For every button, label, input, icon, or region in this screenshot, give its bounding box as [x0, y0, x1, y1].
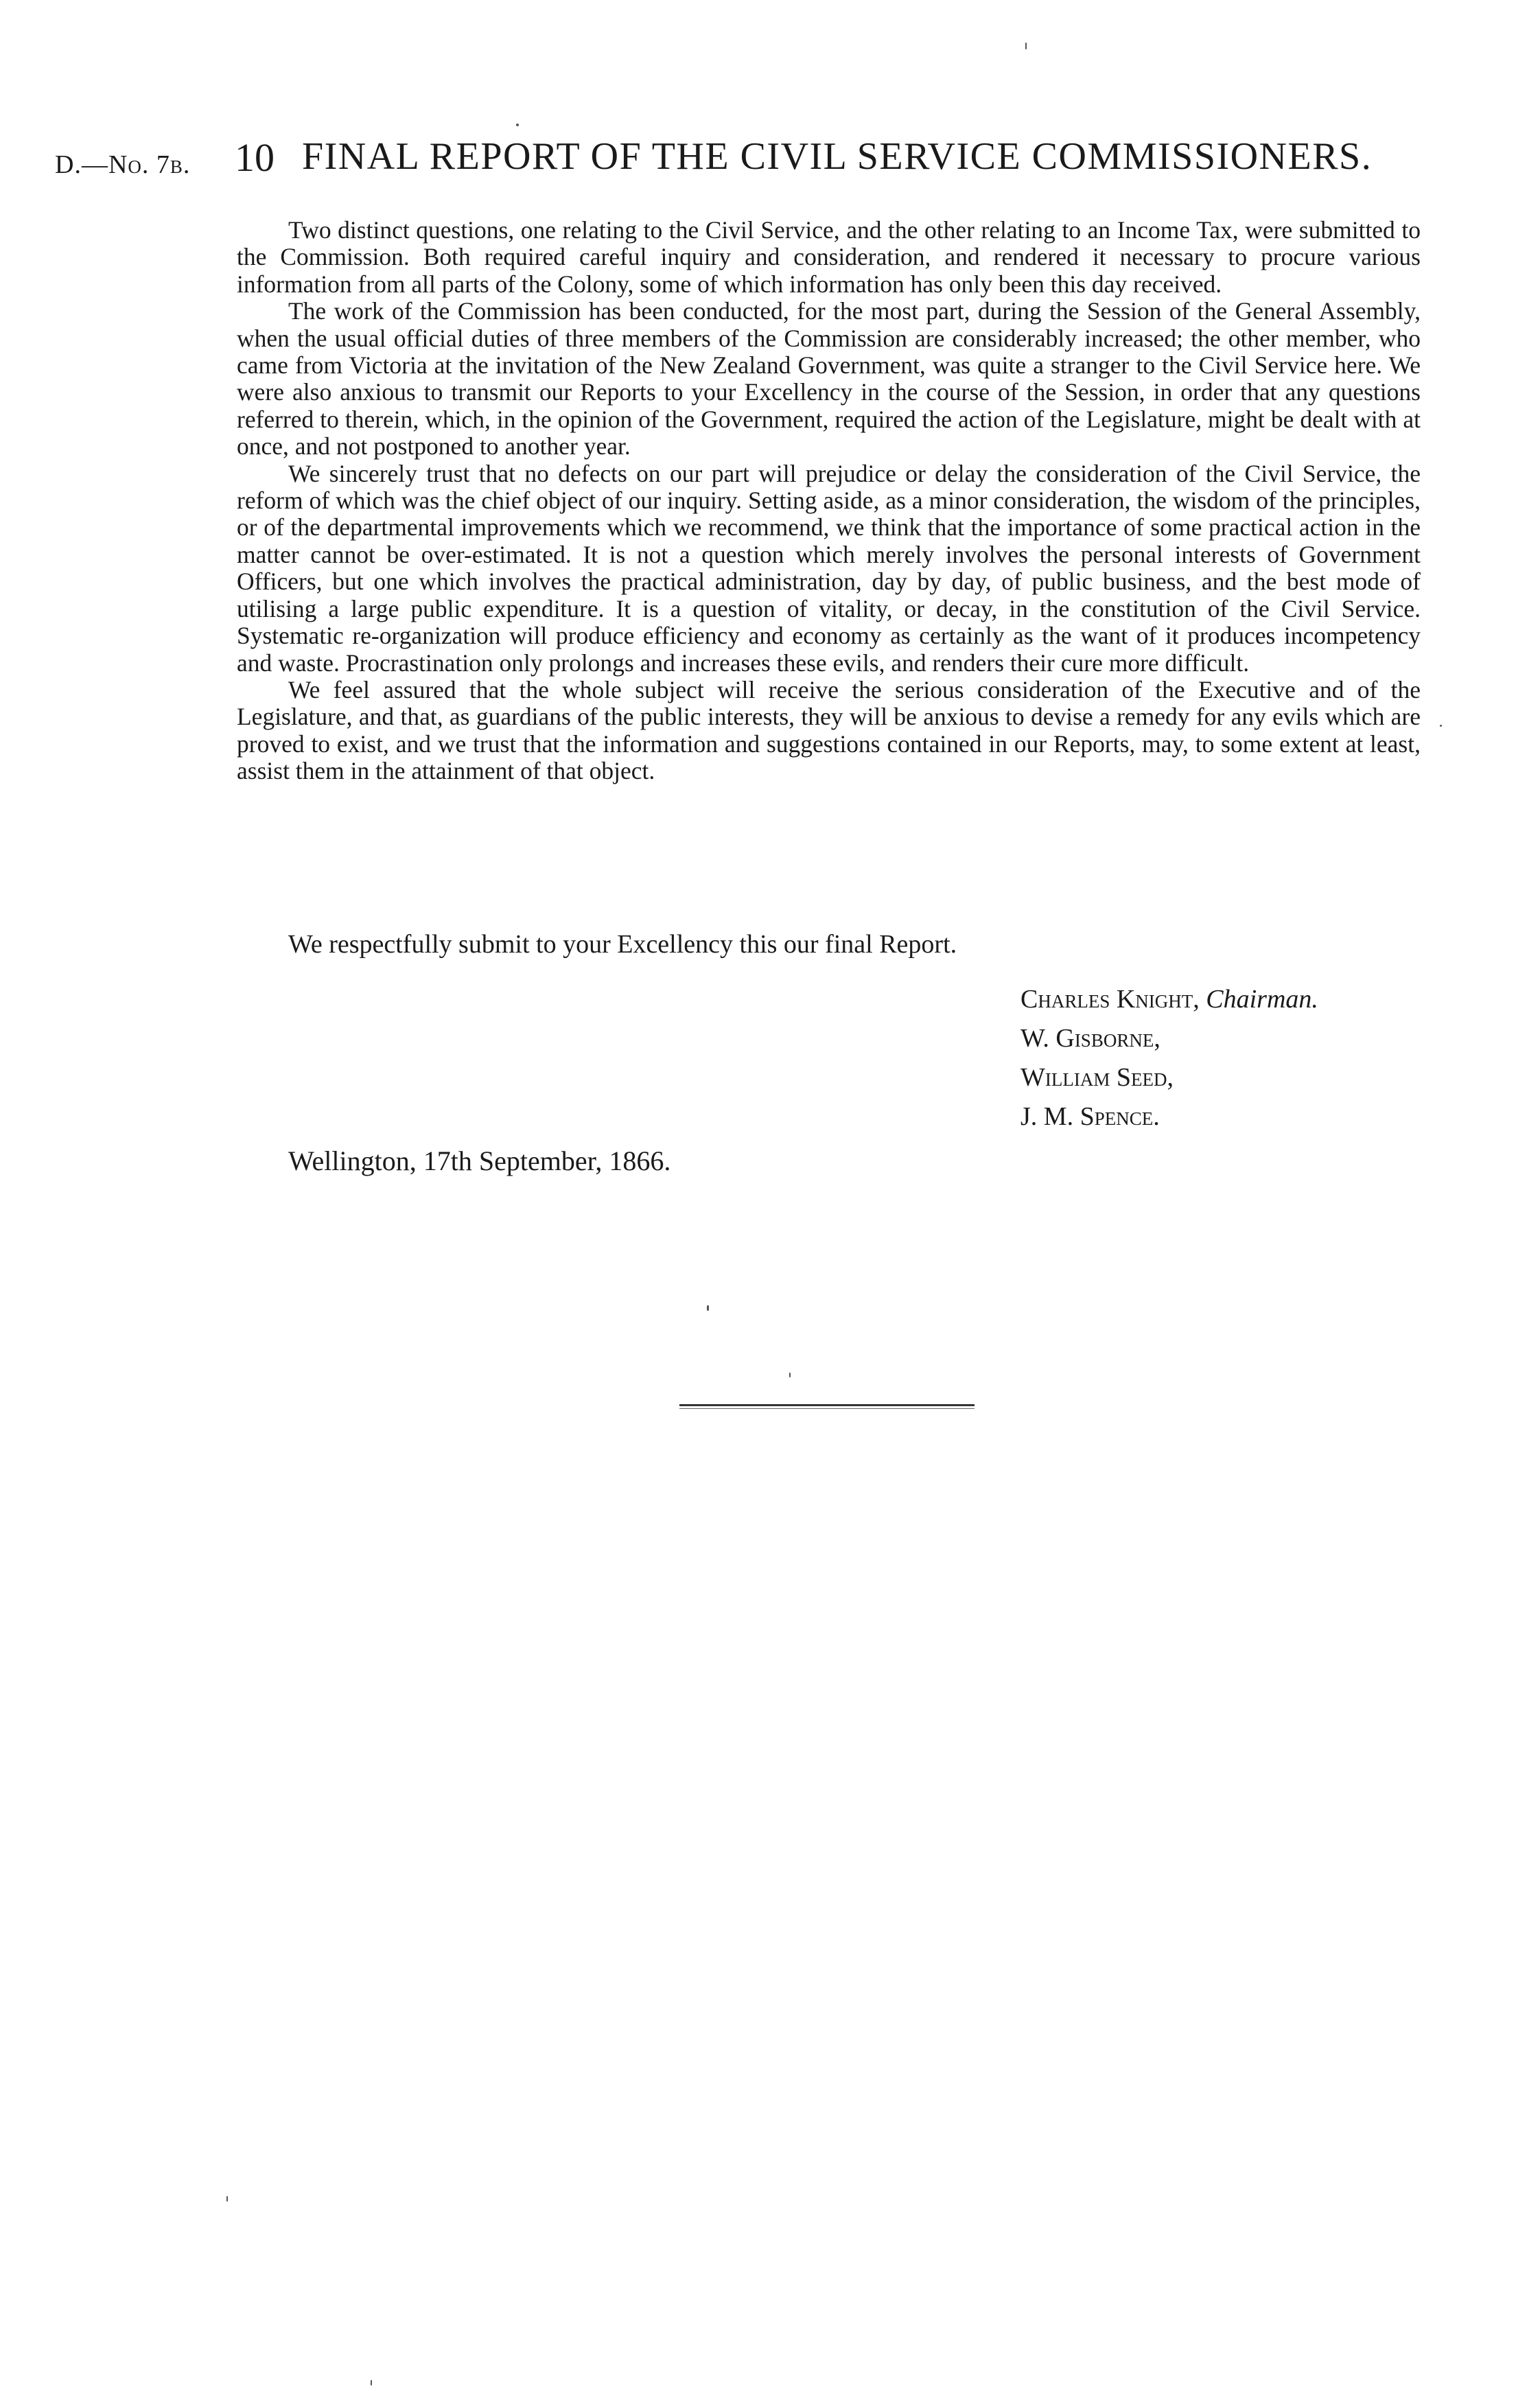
paragraph-civil-service-reform: We sincerely trust that no defects on our part will prejudice or delay the consideration of the Civil Service, the reform of which was the chief object of our inquiry. Setting aside, as a minor consideration, the wisdom of the principles, or of the departmental improvements which we recommend, we think that the importance of some practical action in the matter cannot be over-estimated. It is not a question which merely involves the personal interests of Government Officers, but one which involves the practical administration, day by day, of public business, and the best mode of utilising a large public expenditure. It is a question of vitality, or decay, in the constitution of the Civil Service. Systematic re-organization will produce efficiency and economy as certainly as the want of it produces incompetency and waste. Procrastination only prolongs and increases these evils, and renders their cure more difficult. — [237, 459, 1421, 677]
signatory — [1020, 1058, 1318, 1097]
report-title: FINAL REPORT OF THE CIVIL SERVICE COMMISSIONERS. — [302, 135, 1373, 178]
document-reference: D.—No. 7b. — [55, 150, 191, 179]
closing-sentence: We respectfully submit to your Excellency this our final Report. — [288, 930, 957, 959]
end-of-document-rule — [679, 1404, 975, 1410]
scan-speck — [707, 1305, 709, 1311]
report-body — [237, 217, 1421, 785]
place-and-date: Wellington, 17th September, 1866. — [288, 1145, 671, 1176]
signatory — [1020, 1097, 1318, 1136]
signatory-role: Chairman. — [1206, 985, 1318, 1014]
signatory-name: J. M. Spence. — [1020, 1102, 1160, 1131]
paragraph-assurance: We feel assured that the whole subject will receive the serious consideration of the Executive and of the Legislature, and that, as guardians of the public interests, they will be anxious to devise a remedy for any evils which are proved to exist, and we trust that the information and suggestions contained in our Reports, may, to some extent at least, assist them in the attainment of that object. — [237, 675, 1421, 785]
scan-speck — [789, 1373, 791, 1377]
page-number: 10 — [235, 135, 275, 180]
scan-speck — [371, 2380, 372, 2386]
signatory-chairman — [1020, 980, 1318, 1019]
rule-thin-line — [679, 1408, 975, 1409]
page-header — [55, 135, 1482, 189]
signatory-name: William Seed, — [1020, 1063, 1174, 1092]
rule-thick-line — [679, 1404, 975, 1406]
signatory-name: W. Gisborne, — [1020, 1024, 1160, 1053]
scan-speck — [1025, 43, 1027, 49]
scan-speck — [516, 124, 519, 126]
signatory — [1020, 1019, 1318, 1058]
signatory-name: Charles Knight, — [1020, 985, 1200, 1014]
scan-speck — [1440, 725, 1442, 727]
paragraph-work-of-commission: The work of the Commission has been conducted, for the most part, during the Session of the General Assembly, when the usual official duties of three members of the Commission are considerably increased; the other member, who came from Victoria at the invitation of the New Zealand Government, was quite a stranger to the Civil Service here. We were also anxious to transmit our Reports to your Excellency in the course of the Session, in order that any questions referred to therein, which, in the opinion of the Government, required the action of the Legislature, might be dealt with at once, and not postponed to another year. — [237, 297, 1421, 460]
signature-block — [1020, 980, 1318, 1136]
paragraph-questions: Two distinct questions, one relating to the Civil Service, and the other relating to an Income Tax, were submitted to the Commission. Both required careful inquiry and consideration, and rendered it necessary to procure various information from all parts of the Colony, some of which information has only been this day received. — [237, 216, 1421, 298]
scan-speck — [226, 2196, 228, 2202]
